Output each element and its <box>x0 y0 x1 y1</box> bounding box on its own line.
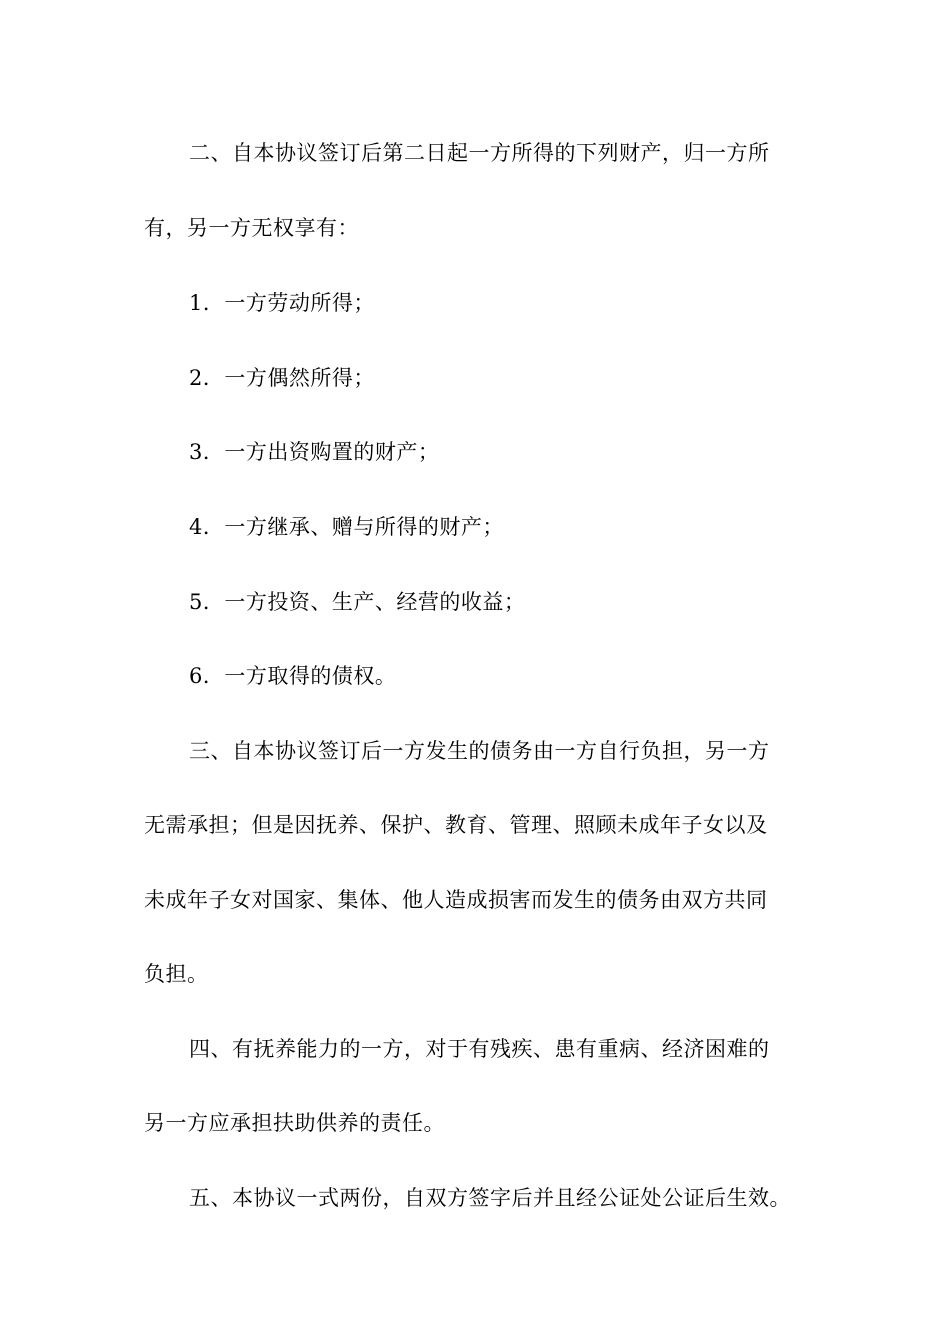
clause-5-line-1: 五、本协议一式两份，自双方签字后并且经公证处公证后生效。 <box>189 1186 791 1210</box>
clause-3-line-4: 负担。 <box>144 962 209 986</box>
clause-2-line-2: 有，另一方无权享有： <box>144 216 359 240</box>
list-item-6: 6．一方取得的债权。 <box>189 664 397 688</box>
clause-3-line-2: 无需承担；但是因抚养、保护、教育、管理、照顾未成年子女以及 <box>144 813 768 837</box>
list-item-5: 5．一方投资、生产、经营的收益； <box>189 590 526 614</box>
clause-3-line-3: 未成年子女对国家、集体、他人造成损害而发生的债务由双方共同 <box>144 888 768 912</box>
clause-3-line-1: 三、自本协议签订后一方发生的债务由一方自行负担，另一方 <box>189 739 770 763</box>
list-item-4: 4．一方继承、赠与所得的财产； <box>189 515 504 539</box>
list-item-3: 3．一方出资购置的财产； <box>189 440 440 464</box>
clause-4-line-1: 四、有抚养能力的一方，对于有残疾、患有重病、经济困难的 <box>189 1037 770 1061</box>
list-item-2: 2．一方偶然所得； <box>189 366 375 390</box>
clause-2-line-1: 二、自本协议签订后第二日起一方所得的下列财产，归一方所 <box>189 141 770 165</box>
clause-4-line-2: 另一方应承担扶助供养的责任。 <box>144 1111 445 1135</box>
list-item-1: 1．一方劳动所得； <box>189 291 375 315</box>
